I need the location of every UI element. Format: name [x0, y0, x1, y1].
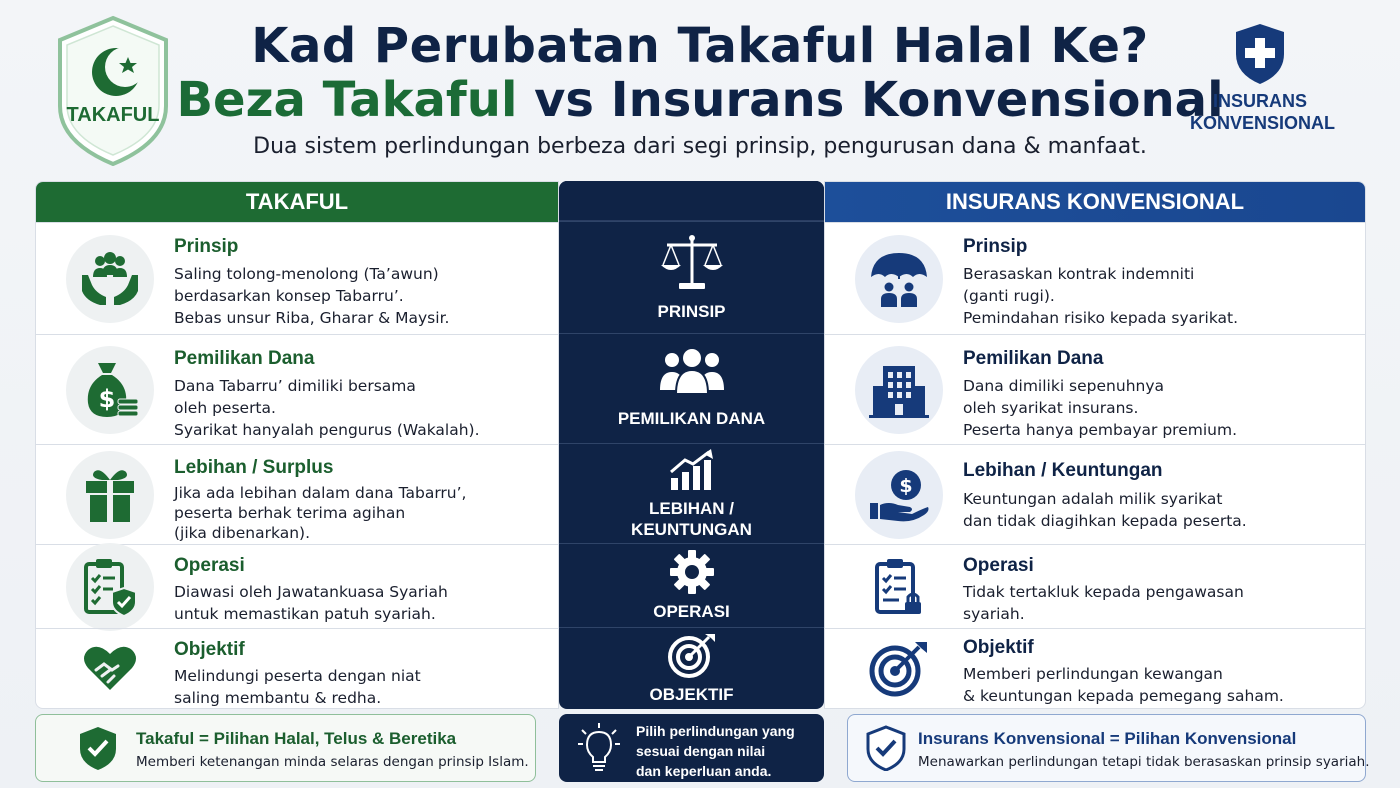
category-label: OPERASI: [653, 602, 730, 621]
category-prinsip: [559, 221, 824, 333]
row-text: Peserta hanya pembayar premium.: [963, 421, 1238, 439]
gear-icon: [669, 549, 715, 595]
page-title-line1: Kad Perubatan Takaful Halal Ke?: [251, 18, 1149, 74]
category-objektif: [559, 627, 824, 709]
row-text: Diawasi oleh Jawatankuasa Syariah: [174, 583, 448, 601]
category-operasi: [559, 543, 824, 627]
takaful-row-objektif: [36, 628, 558, 709]
category-label: PEMILIKAN DANA: [617, 409, 766, 428]
konvensional-column: [824, 181, 1366, 709]
row-text: oleh peserta.: [174, 399, 276, 417]
takaful-badge-label: TAKAFUL: [66, 104, 160, 126]
advice-line: sesuai dengan nilai: [636, 743, 766, 759]
money-bag-icon: [66, 346, 154, 434]
konv-row-pemilikan-dana: [825, 334, 1365, 444]
row-text: syariah.: [963, 605, 1025, 623]
title-konv-part: vs Insurans Konvensional: [517, 72, 1224, 128]
row-text: berdasarkan konsep Tabarru’.: [174, 287, 404, 305]
row-text: Bebas unsur Riba, Gharar & Maysir.: [174, 309, 450, 327]
row-text: Melindungi peserta dengan niat: [174, 667, 421, 685]
konv-badge-line2: KONVENSIONAL: [1190, 113, 1336, 133]
row-text: Tidak tertakluk kepada pengawasan: [963, 583, 1244, 601]
row-text: Saling tolong-menolong (Ta’awun): [174, 265, 439, 283]
category-label-line1: LEBIHAN /: [649, 498, 734, 518]
svg-text:$: $: [98, 385, 116, 413]
row-text: Memberi perlindungan kewangan: [963, 665, 1223, 683]
row-title: Lebihan / Surplus: [174, 457, 334, 478]
checklist-shield-icon: [66, 543, 154, 631]
row-text: & keuntungan kepada pemegang saham.: [963, 687, 1284, 705]
konv-row-lebihan: [825, 444, 1365, 544]
row-title: Prinsip: [963, 236, 1028, 257]
hand-dollar-icon: [855, 451, 943, 539]
takaful-summary-text: Memberi ketenangan minda selaras dengan prinsip Islam.: [136, 754, 529, 770]
konvensional-column-header: INSURANS KONVENSIONAL: [825, 182, 1365, 222]
growth-chart-icon: [667, 448, 717, 492]
row-text: (ganti rugi).: [963, 287, 1055, 305]
target-arrow-icon: [855, 625, 943, 709]
lightbulb-icon: [577, 722, 621, 776]
header: [0, 0, 1400, 175]
row-text: Dana dimiliki sepenuhnya: [963, 377, 1165, 395]
row-title: Pemilikan Dana: [174, 348, 315, 369]
advice-card: [559, 714, 824, 782]
category-label-line2: KEUNTUNGAN: [631, 519, 752, 539]
category-pemilikan-dana: [559, 333, 824, 443]
row-title: Operasi: [963, 555, 1034, 576]
row-text: Dana Tabarru’ dimiliki bersama: [174, 377, 416, 395]
row-text: Pemindahan risiko kepada syarikat.: [963, 309, 1239, 327]
row-title: Objektif: [963, 637, 1034, 658]
office-building-icon: [855, 346, 943, 434]
community-hands-icon: [66, 235, 154, 323]
konv-summary-text: Menawarkan perlindungan tetapi tidak berasaskan prinsip syariah.: [918, 754, 1370, 770]
row-text: Berasaskan kontrak indemniti: [963, 265, 1195, 283]
konv-row-prinsip: [825, 222, 1365, 334]
row-text: peserta berhak terima agihan: [174, 504, 406, 522]
row-text: oleh syarikat insurans.: [963, 399, 1139, 417]
row-text: Keuntungan adalah milik syarikat: [963, 490, 1223, 508]
row-title: Lebihan / Keuntungan: [963, 460, 1163, 481]
category-label: PRINSIP: [657, 302, 726, 321]
category-lebihan-keuntungan: [559, 443, 824, 543]
konv-badge-line1: INSURANS: [1212, 91, 1307, 111]
row-title: Prinsip: [174, 236, 239, 257]
konv-row-operasi: [825, 544, 1365, 628]
advice-line: dan keperluan anda.: [636, 763, 772, 779]
takaful-column-header: TAKAFUL: [36, 182, 558, 222]
takaful-summary-card: [35, 714, 536, 782]
svg-text:$: $: [899, 475, 913, 497]
row-text: Jika ada lebihan dalam dana Tabarru’,: [174, 484, 467, 502]
page-subtitle: Dua sistem perlindungan berbeza dari segi prinsip, pengurusan dana & manfaat.: [253, 134, 1147, 159]
konv-summary-card: [847, 714, 1370, 782]
heart-handshake-icon: [66, 625, 154, 709]
shield-cross-icon: [1232, 22, 1288, 86]
category-column-header: [559, 181, 824, 221]
advice-line: Pilih perlindungan yang: [636, 723, 795, 739]
konv-summary-title: Insurans Konvensional = Pilihan Konvensional: [918, 729, 1297, 748]
row-title: Pemilikan Dana: [963, 348, 1104, 369]
row-text: Syarikat hanyalah pengurus (Wakalah).: [174, 421, 480, 439]
row-text: saling membantu & redha.: [174, 689, 382, 707]
shield-check-icon: [78, 725, 118, 771]
takaful-summary-title: Takaful = Pilihan Halal, Telus & Beretika: [136, 729, 457, 748]
takaful-row-prinsip: [36, 222, 558, 334]
row-text: untuk memastikan patuh syariah.: [174, 605, 436, 623]
advice-text: [636, 721, 795, 781]
row-title: Operasi: [174, 555, 245, 576]
row-text: (jika dibenarkan).: [174, 524, 311, 542]
takaful-row-pemilikan-dana: [36, 334, 558, 444]
takaful-row-lebihan: [36, 444, 558, 544]
konv-row-objektif: [825, 628, 1365, 709]
category-column: [559, 181, 824, 709]
row-text: dan tidak diagihkan kepada peserta.: [963, 512, 1247, 530]
title-takaful-part: Beza Takaful: [176, 72, 518, 128]
people-group-icon: [656, 348, 728, 398]
shield-check-outline-icon: [866, 725, 906, 771]
umbrella-family-icon: [855, 235, 943, 323]
category-label: OBJEKTIF: [649, 685, 734, 704]
takaful-column: [35, 181, 559, 709]
konvensional-logo: [1190, 20, 1336, 145]
gift-icon: [66, 451, 154, 539]
scales-icon: [659, 233, 725, 293]
clipboard-lock-icon: [855, 543, 943, 631]
takaful-row-operasi: [36, 544, 558, 628]
row-title: Objektif: [174, 639, 245, 660]
target-icon: [667, 632, 717, 678]
